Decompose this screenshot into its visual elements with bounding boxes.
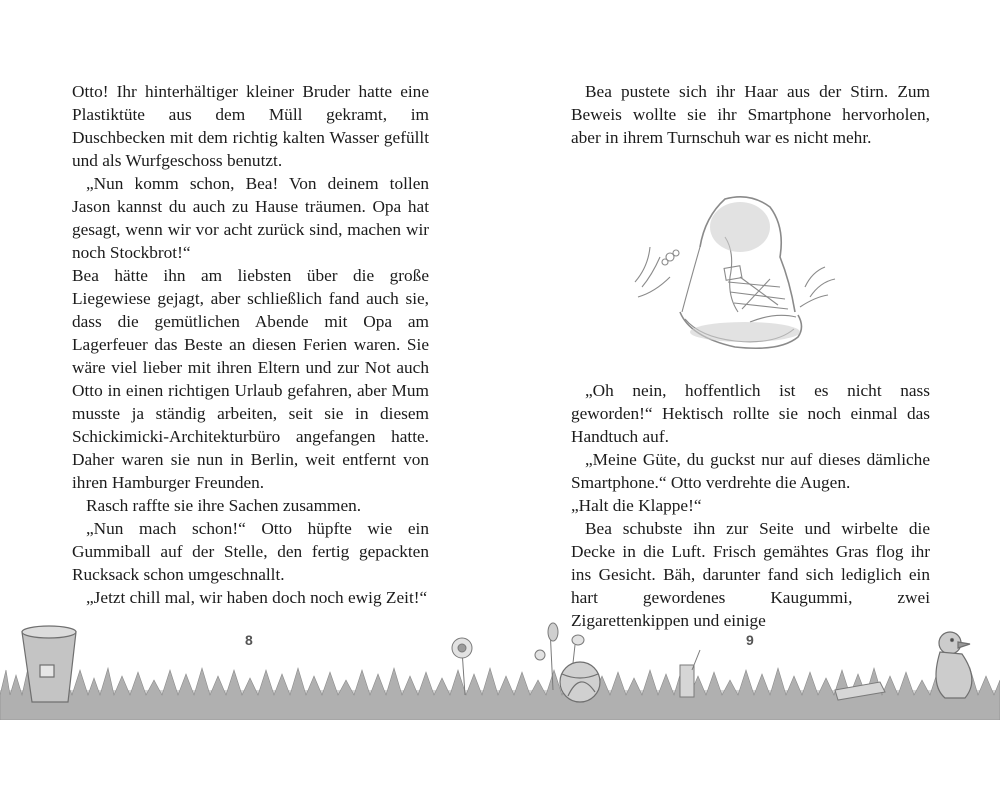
paragraph: „Nun mach schon!“ Otto hüpfte wie ein Gummiball auf der Stelle, den fertig gepackten Rucksack schon umgeschnallt.: [72, 519, 429, 584]
cup-drawing: [22, 626, 76, 702]
paragraph: „Oh nein, hoffentlich ist es nicht nass geworden!“ Hektisch rollte sie noch einmal das Handtuch auf.: [571, 381, 930, 446]
page-number-left: 8: [245, 632, 253, 648]
duck-drawing: [936, 632, 972, 698]
left-page-text: [72, 80, 429, 609]
paragraph: Bea hätte ihn am liebsten über die große Liegewiese gejagt, aber schließlich fand auch sie, dass die gemütlichen Abende mit Opa am Lagerfeuer das Beste an diesen Ferien waren. Sie wäre viel lieber mit ihren Eltern und zur Not auch Otto in einen richtigen Urlaub gefahren, aber Mum musste ja ständig arbeiten, seit sie in diesem Schickimicki-Architekturbüro angefangen hatte. Daher waren sie nun in Berlin, weit entfernt von ihren Hamburger Freunden.: [72, 266, 429, 492]
paragraph: „Halt die Klappe!“: [571, 496, 702, 515]
paragraph: „Meine Güte, du guckst nur auf dieses dämliche Smartphone.“ Otto verdrehte die Augen.: [571, 450, 930, 492]
paragraph: Bea schubste ihn zur Seite und wirbelte die Decke in die Luft. Frisch gemähtes Gras flog ihr ins Gesicht. Bäh, darunter fand sich lediglich ein hart gewordenes Kaugummi, zwei Zigarettenkippen und einige: [571, 519, 930, 630]
right-page-text-top: [571, 80, 930, 149]
bottom-margin: [0, 720, 1000, 800]
paragraph: Rasch raffte sie ihre Sachen zusammen.: [86, 496, 362, 515]
page-number-right: 9: [746, 632, 754, 648]
ball-drawing: [560, 662, 600, 702]
paragraph: Otto! Ihr hinterhältiger kleiner Bruder hatte eine Plastiktüte aus dem Müll gekramt, im Duschbecken mit dem richtig kalten Wasser gefüllt und als Wurfgeschoss benutzt.: [72, 82, 429, 170]
right-page-text-bottom: [571, 379, 930, 632]
grass-border-illustration: [0, 610, 1000, 720]
paragraph: „Nun komm schon, Bea! Von deinem tollen Jason kannst du auch zu Hause träumen. Opa hat gesagt, wenn wir vor acht zurück sind, machen wir noch Stockbrot!“: [72, 174, 429, 262]
paragraph: „Jetzt chill mal, wir haben doch noch ewig Zeit!“: [86, 588, 428, 607]
paragraph: Bea pustete sich ihr Haar aus der Stirn. Zum Beweis wollte sie ihr Smartphone hervorholen, aber in ihrem Turnschuh war es nicht mehr.: [571, 82, 930, 147]
sneaker-illustration: [630, 187, 840, 357]
